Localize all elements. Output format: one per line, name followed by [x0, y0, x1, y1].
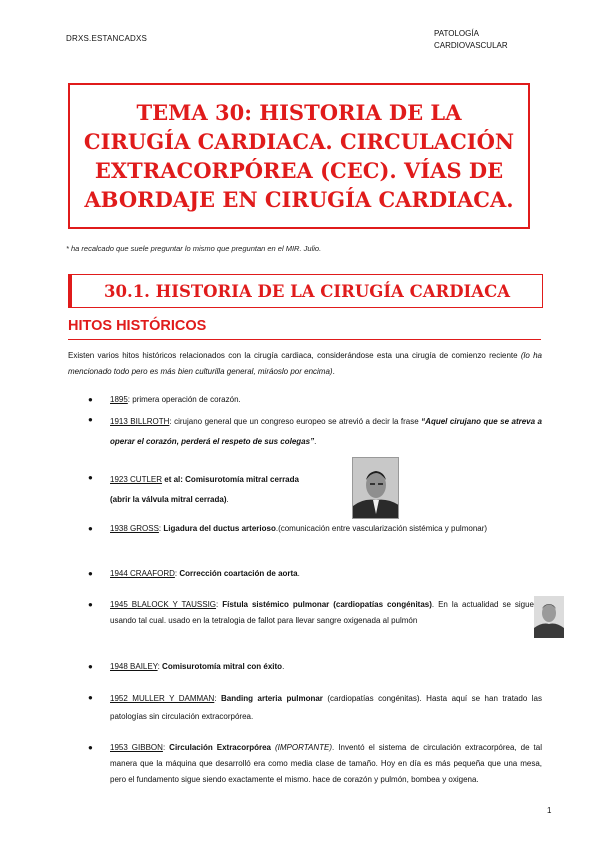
item-text: . Inventó el sistema de circulación extracorpórea, de tal manera que la máquina que desarrolló era como media clase de tamaño. Hoy en día es más pequeña que una mesa, pero el fundamento sigue siendo exactamente el mismo. hace de corazón y pulmón, bombea y oxigena.: [110, 743, 542, 784]
document-title: TEMA 30: HISTORIA DE LA CIRUGÍA CARDIACA. CIRCULACIÓN EXTRACORPÓREA (CEC). VÍAS DE ABORDAJE EN CIRUGÍA CARDIACA.: [83, 100, 515, 212]
item-date: 1923 CUTLER: [110, 475, 163, 484]
item-text-colon: :: [157, 662, 163, 671]
item-text: : cirujano general que un congreso europeo se atrevió a decir la frase: [169, 417, 422, 426]
item-text: .: [297, 569, 300, 578]
item-date: 1944 CRAAFORD: [110, 569, 175, 578]
note: * ha recalcado que suele preguntar lo mismo que preguntan en el MIR. Julio.: [66, 244, 322, 253]
title-box: [68, 83, 530, 229]
intro-paragraph: [68, 348, 542, 380]
item-text: . En la actualidad se sigue usando tal cual. usado en la tetralogia de fallot para llevar sangre oxigenada al pulmón: [110, 600, 535, 625]
item-bold: Circulación Extracorpórea: [169, 743, 271, 752]
item-text-colon: :: [158, 524, 164, 533]
list-item: [88, 521, 542, 537]
intro-text: Existen varios hitos históricos relacionados con la cirugía cardiaca, considerándose esta una cirugía de comienzo reciente: [68, 351, 521, 360]
blalock-taussig-portrait-image: [534, 596, 564, 638]
header-right-line1: PATOLOGÍA: [434, 29, 479, 38]
item-quote: “Aquel cirujano que se atreva a operar el corazón, perderá el respeto de sus colegas”: [110, 417, 542, 446]
item-date: 1953 GIBBON: [110, 743, 163, 752]
header-left: DRXS.ESTANCADXS: [66, 34, 148, 43]
intro-end: .: [332, 367, 335, 376]
bullet: ●: [88, 743, 93, 752]
list-item: [88, 740, 542, 788]
item-text: .: [282, 662, 285, 671]
page-number: 1: [547, 806, 552, 815]
bullet: ●: [88, 395, 93, 404]
item-text-colon: :: [214, 694, 222, 703]
item-bold-2: (abrir la válvula mitral cerrada): [110, 495, 227, 504]
item-bold: et al: Comisurotomía mitral cerrada: [162, 475, 299, 484]
bullet: ●: [88, 473, 93, 482]
list-item: [88, 690, 542, 726]
item-bold: Fístula sistémico pulmonar (cardiopatías congénitas): [222, 600, 432, 609]
section-title: 30.1. HISTORIA DE LA CIRUGÍA CARDIACA: [103, 281, 511, 301]
item-bold: Banding arteria pulmonar: [221, 694, 323, 703]
list-item: [88, 566, 542, 582]
bullet: ●: [88, 524, 93, 533]
item-date: 1895: [110, 395, 128, 404]
item-text-end: .: [314, 437, 317, 446]
item-text: : primera operación de corazón.: [127, 395, 241, 404]
list-item: [88, 597, 534, 629]
cutler-portrait-image: [352, 457, 399, 519]
item-date: 1948 BAILEY: [110, 662, 158, 671]
item-text-colon: :: [216, 600, 223, 609]
bullet: ●: [88, 600, 93, 609]
list-item: [88, 470, 348, 510]
bullet: ●: [88, 662, 93, 671]
bullet: ●: [88, 693, 93, 702]
section-box: [68, 274, 543, 308]
item-text-colon: :: [174, 569, 180, 578]
item-bold: Corrección coartación de aorta: [179, 569, 298, 578]
item-text-colon: :: [162, 743, 170, 752]
item-date: 1938 GROSS: [110, 524, 159, 533]
subsection-rule: [68, 339, 541, 340]
bullet: ●: [88, 415, 93, 424]
item-text: .(comunicación entre vascularización sistémica y pulmonar): [275, 524, 488, 533]
list-item: [88, 392, 542, 408]
item-date: 1952 MULLER Y DAMMAN: [110, 694, 215, 703]
item-text: (cardiopatías congénitas). Hasta aquí se han tratado las patologías sin circulación extracorpórea.: [110, 694, 542, 721]
header-right-line2: CARDIOVASCULAR: [434, 41, 508, 50]
intro-italic: (lo ha mencionado todo pero es más bien culturilla general, miráoslo por encima): [68, 351, 542, 376]
list-item: [88, 659, 542, 675]
item-date: 1945 BLALOCK Y TAUSSIG: [110, 600, 217, 609]
subsection-title: HITOS HISTÓRICOS: [68, 318, 207, 334]
list-item: [88, 412, 542, 452]
item-text-end: .: [226, 495, 229, 504]
item-date: 1913 BILLROTH: [110, 417, 170, 426]
header-right: [434, 28, 508, 52]
item-italic: (IMPORTANTE): [271, 743, 333, 752]
item-bold: Comisurotomía mitral con éxito: [162, 662, 283, 671]
bullet: ●: [88, 569, 93, 578]
item-bold: Ligadura del ductus arterioso: [163, 524, 276, 533]
